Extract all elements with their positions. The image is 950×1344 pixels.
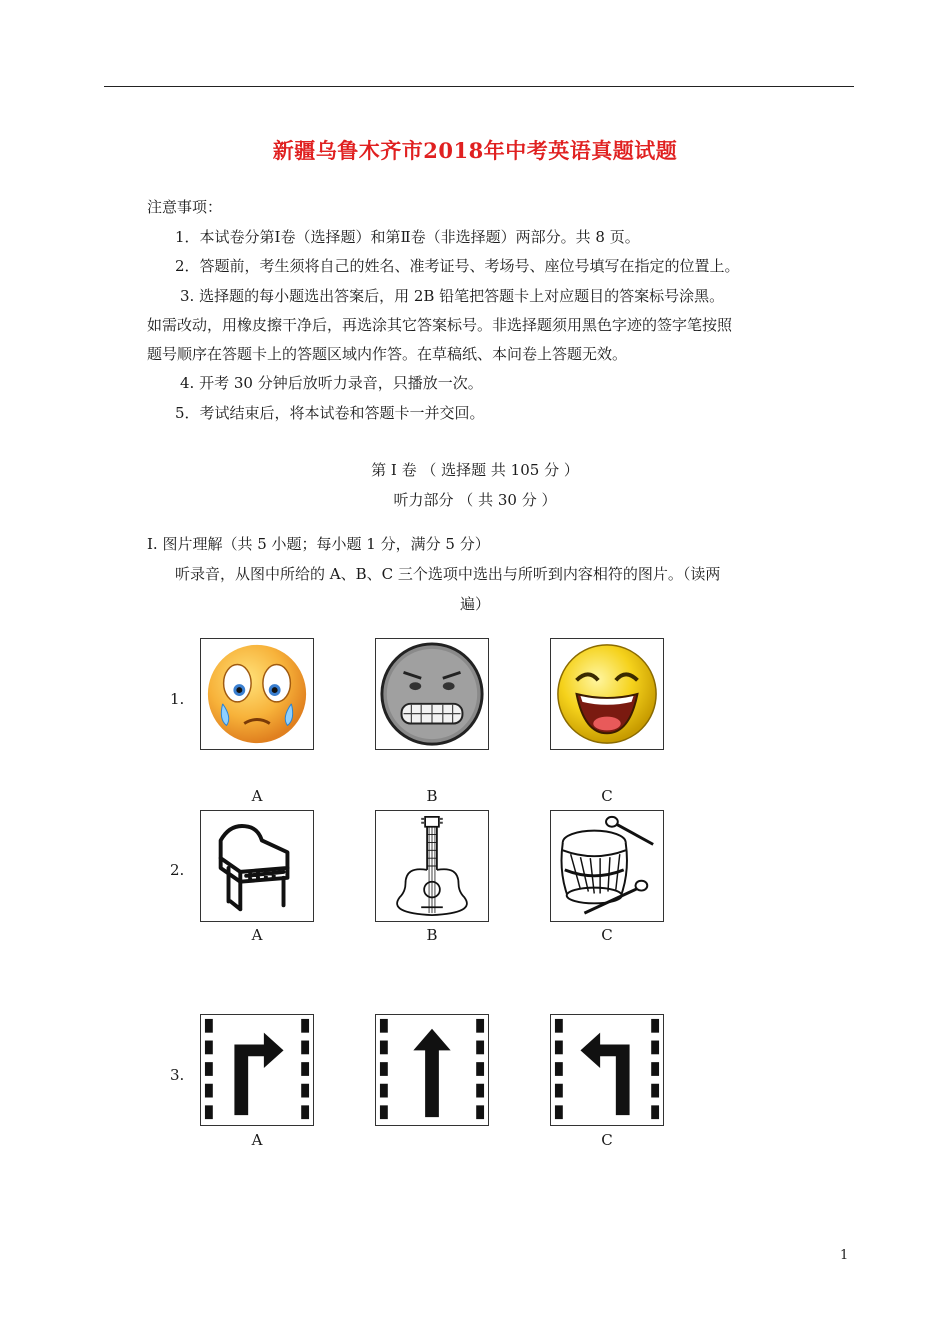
go-straight-sign-icon (376, 1015, 488, 1125)
question-1-option-c-image[interactable] (550, 638, 664, 750)
question-3-option-c-image[interactable] (550, 1014, 664, 1126)
crying-face-icon (201, 639, 313, 749)
question-2-option-b-image[interactable] (375, 810, 489, 922)
guitar-icon (376, 811, 488, 921)
turn-left-sign-icon (551, 1015, 663, 1125)
q1-option-c-label: C (601, 787, 613, 805)
turn-right-sign-icon (201, 1015, 313, 1125)
piano-icon (201, 811, 313, 921)
q2-option-a-label: A (251, 926, 263, 944)
q1-option-b-label: B (426, 787, 438, 805)
note-line-1: 1．本试卷分第Ⅰ卷（选择题）和第Ⅱ卷（非选择题）两部分。共 8 页。 (175, 228, 640, 246)
note-line-7: 5．考试结束后，将本试卷和答题卡一并交回。 (175, 404, 485, 422)
question-1-option-a-image[interactable] (200, 638, 314, 750)
angry-face-icon (376, 639, 488, 749)
notes-heading: 注意事项： (147, 198, 223, 216)
question-number-3: 3. (170, 1066, 185, 1084)
top-rule (104, 86, 854, 87)
note-line-3: 3. 选择题的每小题选出答案后，用 2B 铅笔把答题卡上对应题目的答案标号涂黑。 (180, 287, 725, 305)
drum-icon (551, 811, 663, 921)
note-line-2: 2．答题前，考生须将自己的姓名、准考证号、考场号、座位号填写在指定的位置上。 (175, 257, 740, 275)
question-2-option-c-image[interactable] (550, 810, 664, 922)
question-3-option-b-image[interactable] (375, 1014, 489, 1126)
q2-option-b-label: B (426, 926, 438, 944)
question-1-option-b-image[interactable] (375, 638, 489, 750)
question-3-option-a-image[interactable] (200, 1014, 314, 1126)
part-heading: I. 图片理解（共 5 小题；每小题 1 分，满分 5 分） (147, 535, 490, 553)
note-line-4: 如需改动，用橡皮擦干净后，再选涂其它答案标号。非选择题须用黑色字迹的签字笔按照 (147, 316, 733, 334)
question-2-option-a-image[interactable] (200, 810, 314, 922)
page-number: 1 (840, 1248, 849, 1263)
q2-option-c-label: C (601, 926, 613, 944)
question-number-1: 1. (170, 690, 185, 708)
note-line-5: 题号顺序在答题卡上的答题区域内作答。在草稿纸、本问卷上答题无效。 (147, 345, 628, 363)
q3-option-c-label: C (601, 1131, 613, 1149)
q1-option-a-label: A (251, 787, 263, 805)
q3-option-a-label: A (251, 1131, 263, 1149)
note-line-6: 4. 开考 30 分钟后放听力录音，只播放一次。 (180, 374, 483, 392)
section-title: 第 I 卷 （ 选择题 共 105 分 ） (371, 461, 579, 479)
section-subtitle: 听力部分 （ 共 30 分 ） (393, 491, 557, 509)
page-title: 新疆乌鲁木齐市2018年中考英语真题试题 (272, 138, 678, 163)
question-number-2: 2. (170, 861, 185, 879)
part-instruction-cont: 遍） (459, 595, 490, 613)
laughing-face-icon (551, 639, 663, 749)
part-instruction: 听录音，从图中所给的 A、B、C 三个选项中选出与所听到内容相符的图片。（读两 (175, 565, 721, 583)
